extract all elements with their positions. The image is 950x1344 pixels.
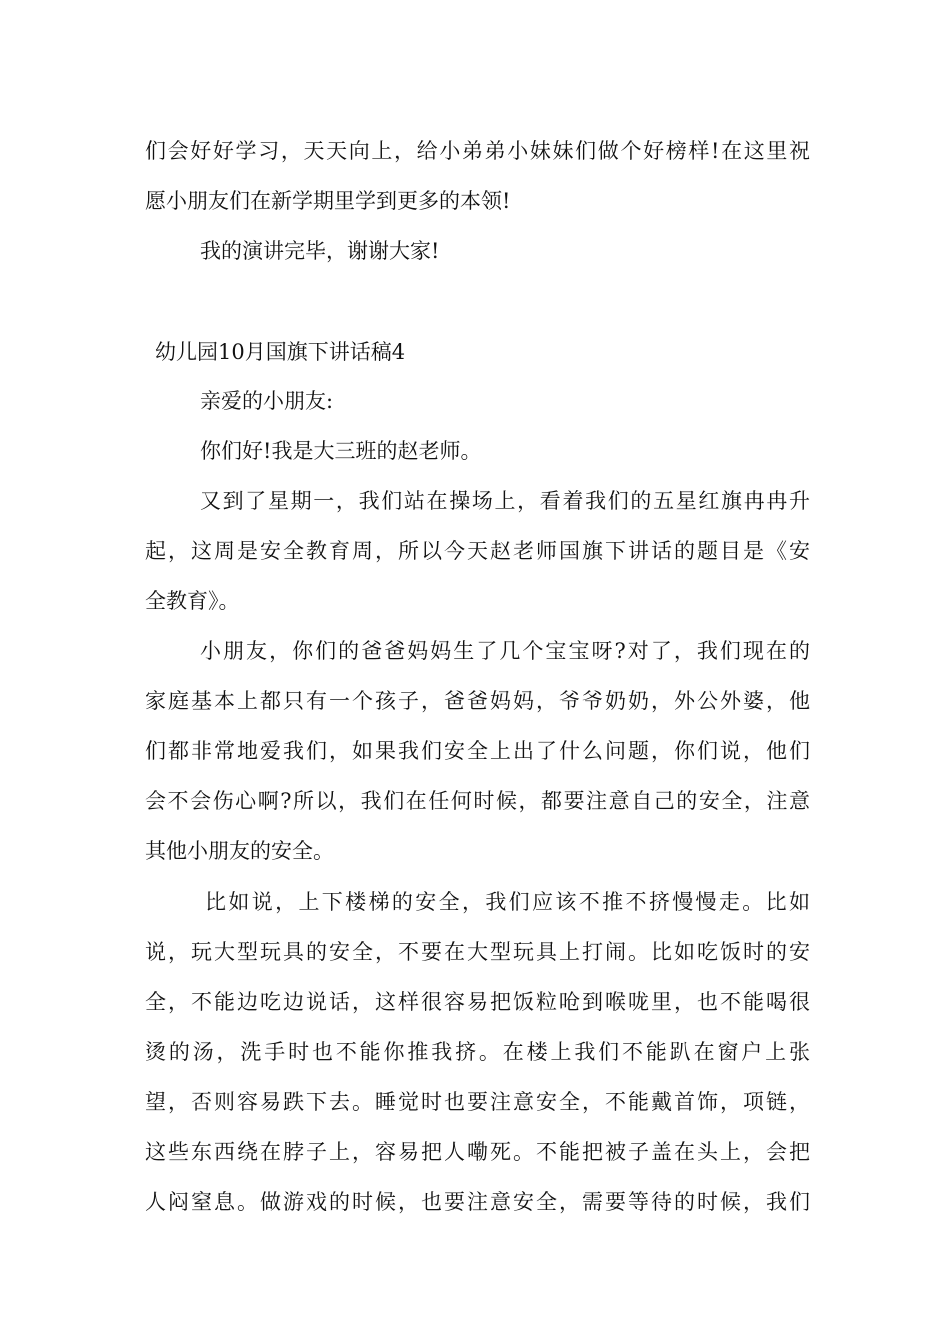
body-line: 说，玩大型玩具的安全，不要在大型玩具上打闹。比如吃饭时的安 [145,940,810,964]
section-title: 幼儿园10月国旗下讲话稿4 [155,340,406,364]
body-line: 望，否则容易跌下去。睡觉时也要注意安全，不能戴首饰，项链， [145,1090,810,1114]
body-line: 愿小朋友们在新学期里学到更多的本领! [145,189,511,213]
closing-line: 我的演讲完毕，谢谢大家! [200,239,440,263]
body-line: 又到了星期一，我们站在操场上，看着我们的五星红旗冉冉升 [200,489,810,513]
body-line: 家庭基本上都只有一个孩子，爸爸妈妈，爷爷奶奶，外公外婆，他 [145,689,810,713]
body-line: 会不会伤心啊?所以，我们在任何时候，都要注意自己的安全，注意 [145,789,810,813]
body-line: 其他小朋友的安全。 [145,839,334,863]
greeting-line: 亲爱的小朋友: [200,389,334,413]
body-line: 比如说，上下楼梯的安全，我们应该不推不挤慢慢走。比如 [205,890,810,914]
body-line: 烫的汤，洗手时也不能你推我挤。在楼上我们不能趴在窗户上张 [145,1040,810,1064]
body-line: 全教育》。 [145,589,240,613]
intro-line: 你们好!我是大三班的赵老师。 [200,439,482,463]
body-line: 全，不能边吃边说话，这样很容易把饭粒呛到喉咙里，也不能喝很 [145,990,810,1014]
body-line: 起，这周是安全教育周，所以今天赵老师国旗下讲话的题目是《安 [145,539,810,563]
body-line: 们会好好学习，天天向上，给小弟弟小妹妹们做个好榜样!在这里祝 [145,139,810,163]
body-line: 这些东西绕在脖子上，容易把人嘞死。不能把被子盖在头上，会把 [145,1140,810,1164]
body-line: 们都非常地爱我们，如果我们安全上出了什么问题，你们说，他们 [145,739,810,763]
body-line: 小朋友，你们的爸爸妈妈生了几个宝宝呀?对了，我们现在的 [200,639,810,663]
body-line: 人闷窒息。做游戏的时候，也要注意安全，需要等待的时候，我们 [145,1190,810,1214]
